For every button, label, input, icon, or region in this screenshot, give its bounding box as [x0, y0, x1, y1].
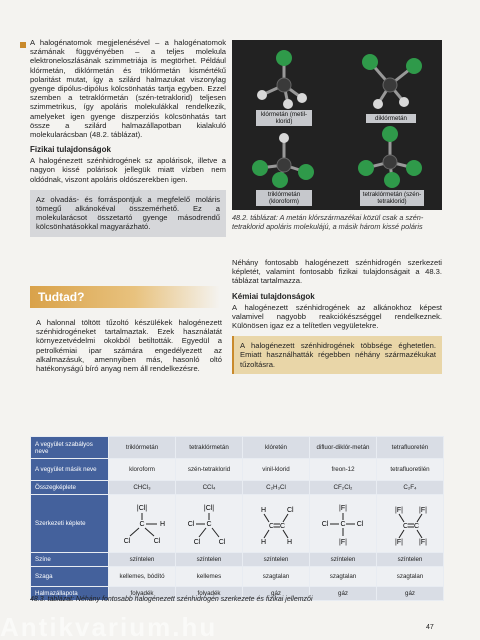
table-cell: szagtalan — [243, 567, 310, 587]
table-cell: folyadék — [109, 587, 176, 601]
melting-point-note — [30, 190, 226, 237]
table-cell: kloroform — [109, 459, 176, 481]
table-cell: CHCl₃ — [109, 481, 176, 495]
row-header: Szerkezeti képlete — [31, 495, 109, 553]
table-cell: színtelen — [176, 553, 243, 567]
table-cell: difluor-diklór-metán — [310, 437, 377, 459]
table-cell: tetrafluoretilén — [377, 459, 444, 481]
table-cell: klóretén — [243, 437, 310, 459]
table-48-3-caption: 48.3. táblázat: Néhány fontosabb halogénezett szénhidrogén szerkezete és fizikai jellemzői — [30, 596, 313, 603]
table-row — [31, 495, 444, 553]
chemical-properties-text: A halogénezett szénhidrogének az alkánokhoz képest valamivel nagyobb reakciókészséggel rendelkeznek. Különösen igaz ez a telítetlen vegyületekre. — [232, 302, 442, 331]
vinyl-chloride-structure — [251, 498, 301, 548]
table-cell: CCl₄ — [176, 481, 243, 495]
svg-text:H: H — [261, 538, 267, 546]
structural-formula-cell — [310, 495, 377, 553]
svg-text:Cl: Cl — [356, 520, 364, 528]
svg-text:Cl: Cl — [153, 537, 161, 545]
row-header: Szaga — [31, 567, 109, 587]
molecule-label: tetraklórmetán (szén-tetraklorid) — [360, 190, 424, 206]
tetrachloromethane-model — [358, 126, 422, 188]
left-column — [30, 38, 226, 237]
table-cell: színtelen — [310, 553, 377, 567]
table-row — [31, 567, 444, 587]
chloroform-structure — [117, 498, 167, 548]
svg-text:C: C — [403, 522, 409, 530]
physical-properties-text: A halogénezett szénhidrogének sz apolárisok, illetve a nagyon kissé polárisok jellegük miatt vízben nem oldódnak, viszont apoláris oldószerekben igen. — [30, 156, 226, 184]
svg-text:|F|: |F| — [395, 506, 403, 514]
svg-text:Cl: Cl — [218, 538, 226, 546]
did-you-know-text: A halonnal töltött tűzoltó készülékek halogénezett szénhidrogéneket tartalmaztak. Ezek használatát környezetvédelmi okokból betiltották. Egyedül a petrolkémiai ipar számára engedélyezett az alkalmazásuk, amennyiben más, hasonló oltó hatékonyságú bíró anyag nem áll rendelkezésre. — [36, 318, 222, 374]
table-cell: színtelen — [377, 553, 444, 567]
table-row — [31, 553, 444, 567]
table-cell: freon-12 — [310, 459, 377, 481]
structural-formula-cell — [243, 495, 310, 553]
svg-text:|F|: |F| — [419, 506, 427, 514]
right-column — [232, 258, 442, 374]
chloromethane-model — [257, 50, 307, 109]
row-header: Összegképlete — [31, 481, 109, 495]
table-cell: színtelen — [109, 553, 176, 567]
molecule-label: diklórmetán — [366, 114, 416, 123]
table-row — [31, 437, 444, 459]
svg-text:C: C — [280, 522, 286, 530]
table-cell: színtelen — [243, 553, 310, 567]
molecule-label: klórmetán (metil-klorid) — [256, 110, 312, 126]
svg-text:Cl: Cl — [287, 506, 294, 514]
freon-12-structure — [318, 498, 368, 548]
flammability-text: A halogénezett szénhidrogének többsége éghetetlen. Emiatt használhatták régebben néhány származékukat tűzoltásra. — [240, 341, 436, 369]
svg-text:|F|: |F| — [339, 538, 347, 546]
trichloromethane-model — [252, 133, 314, 188]
svg-text:|F|: |F| — [339, 504, 347, 512]
table-cell: vinil-klorid — [243, 459, 310, 481]
svg-text:|Cl|: |Cl| — [203, 504, 215, 512]
svg-text:Cl: Cl — [321, 520, 329, 528]
svg-text:|F|: |F| — [395, 538, 403, 546]
table-cell: kellemes, bódító — [109, 567, 176, 587]
physical-properties-heading: Fizikai tulajdonságok — [30, 145, 111, 155]
svg-text:Cl: Cl — [187, 520, 195, 528]
intro-paragraph: A halogénatomok megjelenésével – a halogénatomok számának függvényében – a teljes molekula elektroneloszlásának szimmetriája is megtörhet. Például klórmetán, diklórmetán és triklórmetán kismértékű polaritást mutat, így a szilárd halmazukat viszonylag gyenge dipólus-dipólus kölcsönhatás tartja egyben. Ezzel szemben a tetraklórmetán (szén-tetraklorid) teljesen szimmetrikus, így apoláris molekulákkal rendelkezik, amelyeket igen gyenge diszperziós kölcsönhatás tart össze a szilárd halmazállapotban kialakuló molekularácsban (48.2. táblázat). — [30, 38, 226, 140]
did-you-know-title: Tudtad? — [30, 286, 220, 308]
row-header: A vegyület másik neve — [31, 459, 109, 481]
table-cell: C₂F₄ — [377, 481, 444, 495]
svg-text:C: C — [340, 520, 346, 528]
table-cell: triklórmetán — [109, 437, 176, 459]
svg-text:C: C — [206, 520, 212, 528]
row-header: Halmazállapota — [31, 587, 109, 601]
table-48-2-caption: 48.2. táblázat: A metán klórszármazékai közül csak a szén-tetraklorid apoláris molekulájú, a másik három kissé poláris — [232, 213, 424, 231]
dichloromethane-model — [362, 54, 422, 109]
svg-text:C: C — [269, 522, 275, 530]
table-cell: kellemes — [176, 567, 243, 587]
structural-formula-cell — [109, 495, 176, 553]
flammability-note — [232, 336, 442, 374]
section-bullet — [20, 42, 26, 48]
svg-text:C: C — [414, 522, 420, 530]
halogenated-hydrocarbons-table — [30, 436, 444, 601]
table-cell: gáz — [243, 587, 310, 601]
table-cell: gáz — [310, 587, 377, 601]
table-row — [31, 459, 444, 481]
table-cell: C₂H₃Cl — [243, 481, 310, 495]
table-cell: CF₂Cl₂ — [310, 481, 377, 495]
table-cell: szagtalan — [310, 567, 377, 587]
structural-formula-cell — [377, 495, 444, 553]
table-cell: tetrafluoretén — [377, 437, 444, 459]
did-you-know-box — [36, 318, 222, 373]
svg-text:|F|: |F| — [419, 538, 427, 546]
row-header: A vegyület szabályos neve — [31, 437, 109, 459]
structural-formula-cell — [176, 495, 243, 553]
molecule-models-panel — [232, 40, 442, 210]
page-number: 47 — [426, 624, 434, 631]
table-cell: szén-tetraklorid — [176, 459, 243, 481]
tetrafluoroethene-structure — [385, 498, 435, 548]
watermark: Antikvarium.hu — [0, 612, 218, 640]
svg-text:C: C — [139, 520, 145, 528]
table-cell: tetraklórmetán — [176, 437, 243, 459]
table-cell: gáz — [377, 587, 444, 601]
svg-text:|Cl|: |Cl| — [136, 504, 148, 512]
svg-text:H: H — [261, 506, 267, 514]
svg-text:Cl: Cl — [123, 537, 131, 545]
structures-intro-text: Néhány fontosabb halogénezett szénhidrogén szerkezeti képletét, valamint fontosabb fizikai tulajdonságait a 48.3. táblázat tartalmazza. — [232, 258, 442, 286]
svg-text:H: H — [287, 538, 293, 546]
carbon-tetrachloride-structure — [184, 498, 234, 548]
table-cell: szagtalan — [377, 567, 444, 587]
molecule-label: triklórmetán (kloroform) — [256, 190, 312, 206]
chemical-properties-heading: Kémiai tulajdonságok — [232, 291, 315, 301]
table-cell: folyadék — [176, 587, 243, 601]
svg-text:Cl: Cl — [193, 538, 201, 546]
table-row — [31, 481, 444, 495]
melting-point-text: Az olvadás- és forráspontjuk a megfelelő moláris tömegű alkánokéval összemérhető. Ez a molekularácsot összetartó gyenge másodrendű kölcsönhatásokkal magyarázható. — [36, 194, 220, 232]
row-header: Színe — [31, 553, 109, 567]
svg-text:H: H — [160, 520, 166, 528]
